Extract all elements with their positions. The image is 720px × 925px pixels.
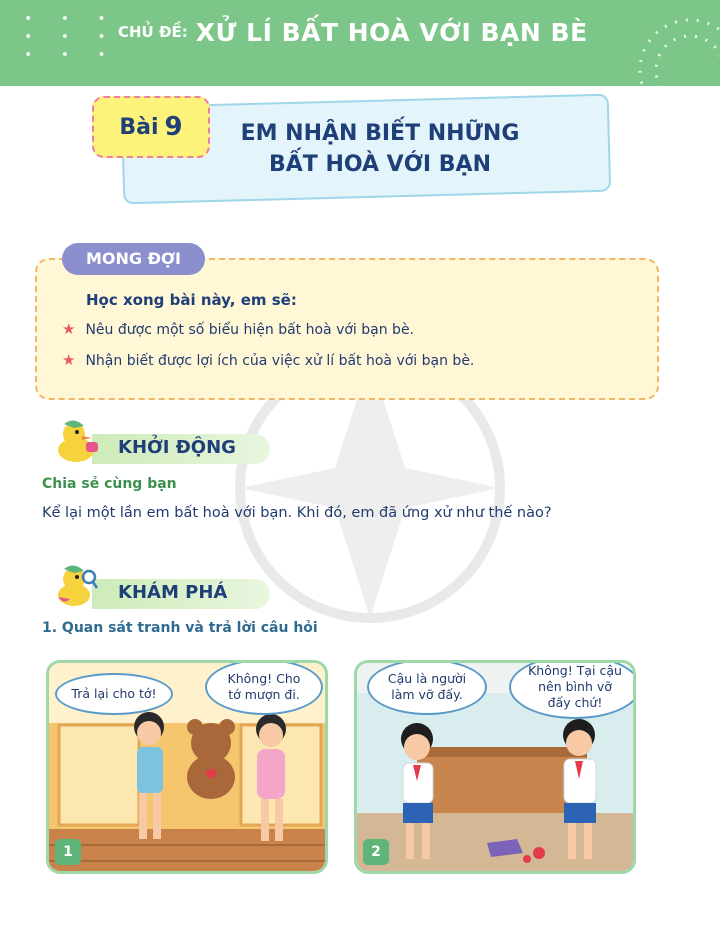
banner-prefix: CHỦ ĐỀ: bbox=[118, 23, 188, 41]
lesson-tag-word: Bài bbox=[119, 114, 159, 140]
expectation-item bbox=[62, 320, 414, 338]
duck-mascot-icon bbox=[52, 420, 98, 464]
expectation-text: Nêu được một số biểu hiện bất hoà với bạn bè. bbox=[85, 322, 415, 338]
lesson-title-line2: BẤT HOÀ VỚI BẠN bbox=[269, 152, 491, 177]
warmup-subtitle: Chia sẻ cùng bạn bbox=[42, 476, 177, 492]
topic-banner bbox=[0, 0, 720, 86]
lesson-title bbox=[150, 118, 610, 180]
illustration-panel-2 bbox=[354, 660, 636, 874]
duck-mascot-icon bbox=[52, 561, 98, 609]
lesson-tag-number: 9 bbox=[164, 112, 183, 142]
panel-number-badge: 1 bbox=[55, 839, 81, 865]
star-bullet-icon: ★ bbox=[62, 320, 76, 338]
illustration-panel-1 bbox=[46, 660, 328, 874]
banner-decoration bbox=[580, 0, 720, 86]
expectations-tag: MONG ĐỢI bbox=[62, 243, 205, 275]
explore-label: KHÁM PHÁ bbox=[118, 582, 228, 603]
explore-task: 1. Quan sát tranh và trả lời câu hỏi bbox=[42, 620, 318, 636]
speech-bubble: Trả lại cho tớ! bbox=[55, 673, 173, 715]
expectations-intro: Học xong bài này, em sẽ: bbox=[86, 291, 297, 309]
warmup-text: Kể lại một lần em bất hoà với bạn. Khi đó, em đã ứng xử như thế nào? bbox=[42, 505, 552, 521]
lesson-title-line1: EM NHẬN BIẾT NHỮNG bbox=[240, 121, 520, 146]
panel-number-badge: 2 bbox=[363, 839, 389, 865]
banner-dots-left: • • • • • • • • • bbox=[24, 11, 118, 63]
expectation-item bbox=[62, 351, 474, 369]
banner-title bbox=[118, 18, 588, 47]
banner-main-title: XỬ LÍ BẤT HOÀ VỚI BẠN BÈ bbox=[195, 18, 588, 47]
star-bullet-icon: ★ bbox=[62, 351, 76, 369]
speech-bubble: Không! Cho tớ mượn đi. bbox=[205, 660, 323, 715]
warmup-label: KHỞI ĐỘNG bbox=[118, 437, 236, 458]
expectation-text: Nhận biết được lợi ích của việc xử lí bất hoà với bạn bè. bbox=[85, 353, 475, 369]
speech-bubble: Cậu là người làm vỡ đấy. bbox=[367, 660, 487, 715]
lesson-number-tag bbox=[92, 96, 210, 158]
speech-bubble: Không! Tại cậu nên bình vỡ đấy chứ! bbox=[509, 660, 636, 719]
